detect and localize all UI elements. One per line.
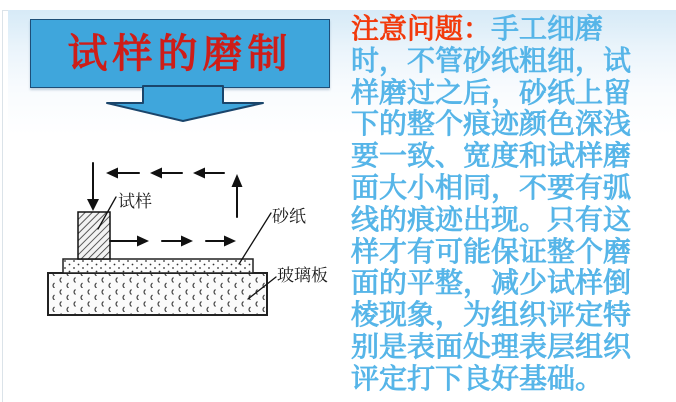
slide-top-edge (2, 10, 8, 11)
note-line: 面大小相同，不要有弧 (351, 170, 632, 204)
slide-left-edge (2, 10, 3, 402)
note-line: 面的平整，减少试样倒 (351, 266, 632, 300)
note-line: 下的整个痕迹颜色深浅 (351, 107, 632, 141)
note-line: 样磨过之后，砂纸上留 (351, 75, 632, 109)
note-line: 要一致、宽度和试样磨 (351, 139, 632, 173)
banner-title: 试样的磨制 (67, 30, 293, 77)
note-line (351, 13, 676, 45)
note-line: 评定打下良好基础。 (351, 361, 604, 395)
note-line: 时，不管砂纸粗细，试 (351, 43, 632, 77)
sandpaper-label: 砂纸 (272, 207, 306, 227)
note-line: 线的痕迹出现。只有这 (351, 202, 632, 236)
note-line: 棱现象，为组织评定特 (351, 298, 632, 332)
note-line-text: 手工细磨 (491, 12, 604, 45)
glass-label: 玻璃板 (277, 266, 328, 286)
note-heading: 注意问题： (351, 12, 492, 45)
note-line: 样才有可能保证整个磨 (351, 234, 632, 268)
sample-label: 试样 (118, 192, 152, 212)
note-text (351, 13, 676, 395)
title-banner (30, 19, 330, 88)
note-line: 别是表面处理表层组织 (351, 329, 632, 363)
